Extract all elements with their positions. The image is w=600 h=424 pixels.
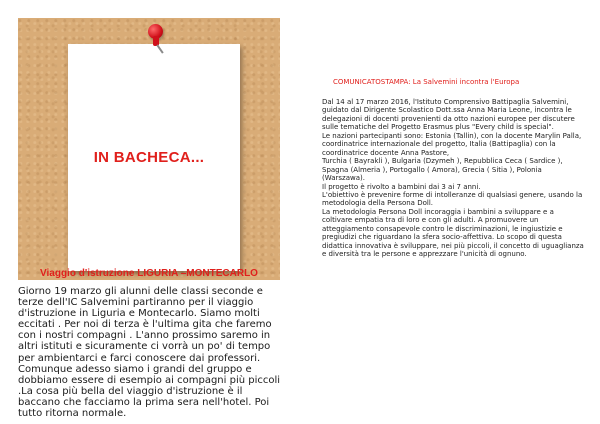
press-paragraph: Turchia ( Bayrakli ), Bulgaria (Dzymeh ), Repubblica Ceca ( Sardice ), Spagna (Almeria ), Portogallo ( Amora), Grecia ( Sitia ), Polonia (Warszawa). [322, 157, 563, 183]
board-title: IN BACHECA... [93, 149, 205, 166]
press-paragraph: L'obiettivo è prevenire forme di intolleranze di qualsiasi genere, usando la metodologia della Persona Doll. [322, 190, 583, 208]
press-release-title: COMUNICATOSTAMPA: La Salvemini incontra l'Europa [333, 78, 520, 86]
press-paragraph: La metodologia Persona Doll incoraggia i bambini a sviluppare e a coltivare empatia tra di loro e con gli adulti. A promuovere un atteggiamento consapevole contro le discriminazioni, le ingiustizie e pregiudizi che riguardano la sfera socio-affettiva. Lo scopo di questa didattica innovativa è sviluppare, nei più piccoli, il concetto di uguaglianza e diversità tra le persone e apprezzare l'unicità di ognuno. [322, 207, 584, 259]
corkboard-image [18, 18, 280, 280]
press-release-body [322, 98, 584, 259]
press-paragraph: Il progetto è rivolto a bambini dai 3 ai 7 anni. [322, 182, 481, 191]
press-paragraph: Le nazioni partecipanti sono: Estonia (Tallin), con la docente Marylin Palla, coordinatrice internazionale del progetto, Italia (Battipaglia) con la coordinatrice docente Anna Pastore, [322, 131, 582, 157]
press-paragraph: Dal 14 al 17 marzo 2016, l'Istituto Comprensivo Battipaglia Salvemini, guidato dal Dirigente Scolastico Dott.ssa Anna Maria Leone, incontra le delegazioni di docenti provenienti da otto nazioni europee per discutere sulle tematiche del Progetto Erasmus plus "Every child is special". [322, 98, 575, 132]
trip-report-text: Giorno 19 marzo gli alunni delle classi seconde e terze dell'IC Salvemini partiranno per il viaggio d'istruzione in Liguria e Montecarlo. Siamo molti eccitati . Per noi di terza è l'ultima gita che faremo con i nostri compagni . L'anno prossimo saremo in altri istituti e sicuramente ci vorrà un po' di tempo per ambientarci e farci conoscere dai professori. Comunque adesso siamo i grandi del gruppo e dobbiamo essere di esempio ai compagni più piccoli .La cosa più bella del viaggio d'istruzione è il baccano che facciamo la prima sera nell'hotel. Poi tutto ritorna normale. [18, 286, 281, 420]
board-caption: Viaggio d'istruzione LIGURIA –MONTECARLO [40, 268, 258, 279]
